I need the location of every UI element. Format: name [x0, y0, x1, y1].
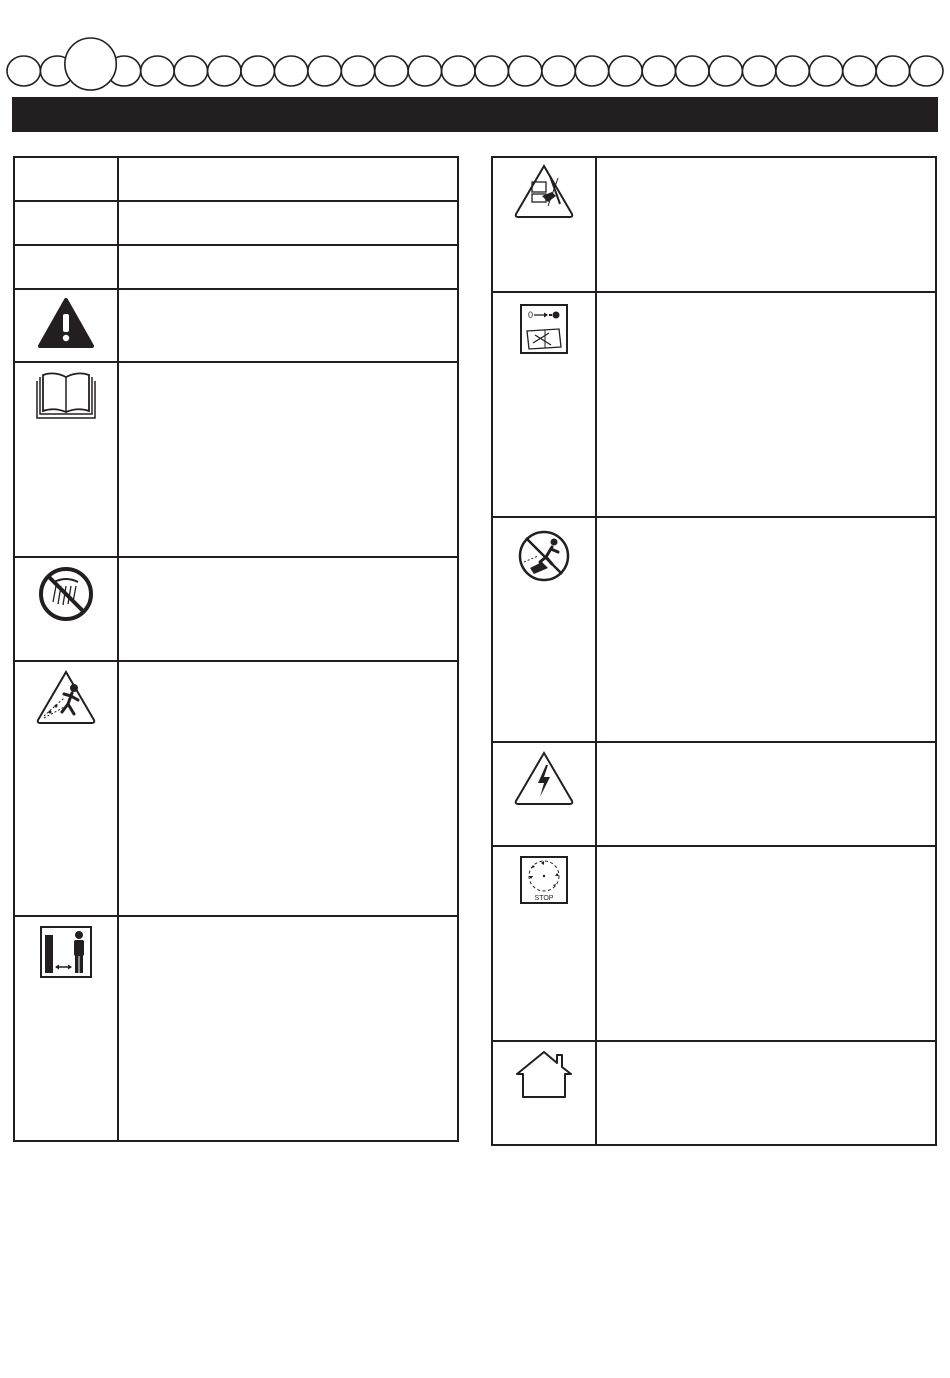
table-row — [14, 362, 458, 557]
thrown-objects-icon — [34, 668, 98, 726]
table-row — [492, 517, 936, 742]
language-tab[interactable] — [508, 56, 541, 86]
symbol-description — [118, 289, 458, 362]
icon-cell — [492, 1041, 596, 1145]
language-tab[interactable] — [676, 56, 709, 86]
table-row — [14, 916, 458, 1141]
stop-label: STOP — [534, 895, 554, 902]
icon-cell — [14, 916, 118, 1141]
language-tab[interactable] — [910, 56, 943, 86]
symbol-description — [596, 517, 936, 742]
language-tab[interactable] — [475, 56, 508, 86]
table-row — [14, 557, 458, 661]
table-row — [14, 157, 458, 201]
read-manual-icon — [34, 371, 98, 421]
table-row — [492, 157, 936, 292]
table-row — [492, 742, 936, 846]
icon-cell — [492, 846, 596, 1041]
language-tab[interactable] — [542, 56, 575, 86]
language-tab[interactable] — [208, 56, 241, 86]
symbol-description — [118, 661, 458, 916]
warning-triangle-icon — [36, 296, 96, 352]
icon-cell — [492, 292, 596, 517]
symbols-table-right — [491, 156, 937, 1146]
language-tab-selected[interactable] — [65, 38, 116, 90]
icon-cell — [14, 661, 118, 916]
language-tab[interactable] — [575, 56, 608, 86]
language-tab[interactable] — [375, 56, 408, 86]
symbol-description — [596, 157, 936, 292]
language-tab[interactable] — [308, 56, 341, 86]
language-tab[interactable] — [442, 56, 475, 86]
table-row — [14, 245, 458, 289]
table-row — [492, 292, 936, 517]
no-rain-icon — [36, 564, 96, 624]
symbols-table-left — [13, 156, 459, 1142]
symbol-description — [118, 201, 458, 245]
table-row — [14, 289, 458, 362]
language-tab[interactable] — [241, 56, 274, 86]
language-tab[interactable] — [876, 56, 909, 86]
key-zero-label: 0 — [528, 310, 534, 320]
electric-shock-icon — [512, 749, 576, 807]
symbol-description — [118, 245, 458, 289]
no-riding-on-slope-icon — [516, 528, 572, 584]
language-tab[interactable] — [642, 56, 675, 86]
language-tab[interactable] — [742, 56, 775, 86]
icon-cell — [492, 742, 596, 846]
symbol-description — [596, 742, 936, 846]
table-row — [492, 846, 936, 1041]
language-tab[interactable] — [809, 56, 842, 86]
table-row — [14, 201, 458, 245]
icon-cell — [14, 362, 118, 557]
language-tab[interactable] — [709, 56, 742, 86]
symbol-description — [118, 916, 458, 1141]
icon-cell — [14, 557, 118, 661]
language-tab[interactable] — [141, 56, 174, 86]
icon-cell — [492, 157, 596, 292]
icon-cell — [14, 201, 118, 245]
symbol-description — [596, 846, 936, 1041]
language-tab[interactable] — [776, 56, 809, 86]
language-tab[interactable] — [609, 56, 642, 86]
house-icon — [513, 1048, 575, 1100]
symbol-description — [596, 1041, 936, 1145]
language-tab[interactable] — [341, 56, 374, 86]
blade-stop-icon — [519, 855, 569, 905]
language-tab[interactable] — [174, 56, 207, 86]
symbol-description — [596, 292, 936, 517]
remove-key-before-maintenance-icon — [519, 303, 569, 355]
language-tab[interactable] — [7, 56, 40, 86]
language-tab[interactable] — [274, 56, 307, 86]
icon-cell — [14, 289, 118, 362]
language-tab[interactable] — [408, 56, 441, 86]
language-tab[interactable] — [843, 56, 876, 86]
icon-cell — [14, 157, 118, 201]
language-tab-strip — [0, 0, 950, 100]
symbol-description — [118, 557, 458, 661]
table-row — [492, 1041, 936, 1145]
symbol-description — [118, 362, 458, 557]
table-row — [14, 661, 458, 916]
icon-cell — [14, 245, 118, 289]
symbol-description — [118, 157, 458, 201]
icon-cell — [492, 517, 596, 742]
cutting-blade-hazard-icon — [512, 162, 576, 220]
keep-distance-icon — [39, 925, 93, 979]
section-title-bar — [12, 97, 938, 132]
